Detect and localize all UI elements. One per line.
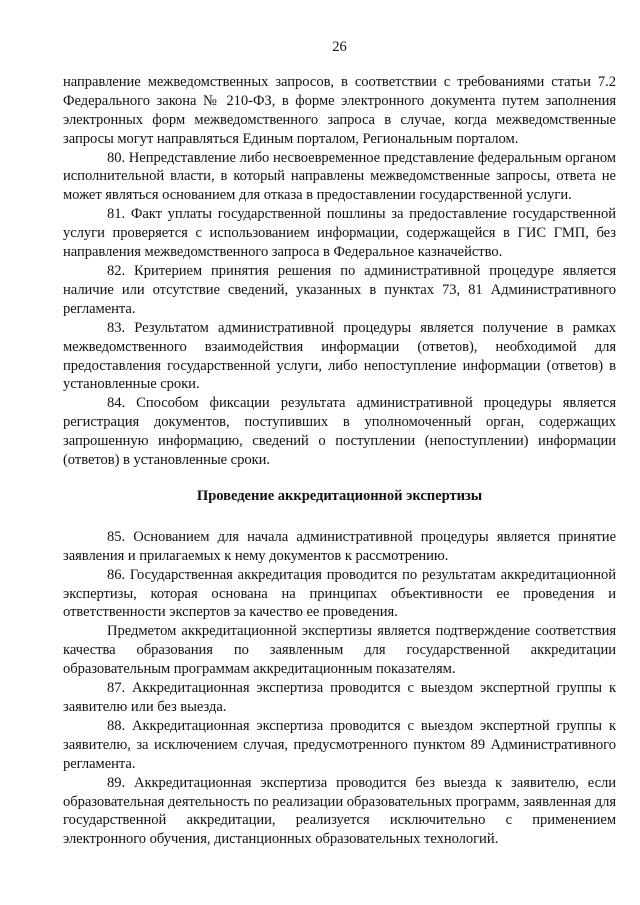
paragraph-82: 82. Критерием принятия решения по административной процедуре является наличие или отсутствие сведений, указанных в пунктах 73, 81 Административного регламента.	[63, 262, 616, 317]
page-number: 26	[332, 39, 347, 55]
paragraph-81: 81. Факт уплаты государственной пошлины за предоставление государственной услуги проверяется с использованием информации, содержащейся в ГИС ГМП, без направления межведомственного запроса в Федеральное казначейство.	[63, 206, 616, 261]
paragraph-subject: Предметом аккредитационной экспертизы является подтверждение соответствия качества образования по заявленным для государственной аккредитации образовательным программам аккредитационным показателям.	[63, 623, 616, 678]
paragraph-87: 87. Аккредитационная экспертиза проводится с выездом экспертной группы к заявителю или без выезда.	[63, 680, 616, 715]
paragraph-84: 84. Способом фиксации результата административной процедуры является регистрация документов, поступивших в уполномоченный орган, содержащих запрошенную информацию, сведений о поступлении (непоступлении) информации (ответов) в установленные сроки.	[63, 395, 616, 469]
paragraph-80: 80. Непредставление либо несвоевременное представление федеральным органом исполнительной власти, в который направлены межведомственные запросы, ответа не может являться основанием для отказа в предоставлении государственной услуги.	[63, 149, 616, 204]
paragraph-85: 85. Основанием для начала административной процедуры является принятие заявления и прилагаемых к нему документов к рассмотрению.	[63, 528, 616, 564]
paragraph-86: 86. Государственная аккредитация проводится по результатам аккредитационной экспертизы, которая основана на принципах объективности ее проведения и ответственности экспертов за качество ее проведения.	[63, 566, 616, 621]
paragraph-continuation: направление межведомственных запросов, в соответствии с требованиями статьи 7.2 Федерального закона № 210-ФЗ, в форме электронного документа путем заполнения электронных форм межведомственного запроса в случае, когда межведомственные запросы могут направляться Единым порталом, Региональным порталом.	[63, 73, 616, 147]
section-heading: Проведение аккредитационной экспертизы	[196, 487, 483, 504]
paragraph-88: 88. Аккредитационная экспертиза проводится с выездом экспертной группы к заявителю, за исключением случая, предусмотренного пунктом 89 Административного регламента.	[63, 717, 616, 772]
paragraph-89: 89. Аккредитационная экспертиза проводится без выезда к заявителю, если образовательная деятельность по реализации образовательных программ, заявленная для государственной аккредитации, реализуется исключительно с применением электронного обучения, дистанционных образовательных технологий.	[63, 774, 616, 848]
paragraph-83: 83. Результатом административной процедуры является получение в рамках межведомственного взаимодействия информации (ответов), необходимой для предоставления государственной услуги, либо непоступление информации (ответов) в установленные сроки.	[63, 319, 616, 393]
document-page	[63, 38, 616, 849]
